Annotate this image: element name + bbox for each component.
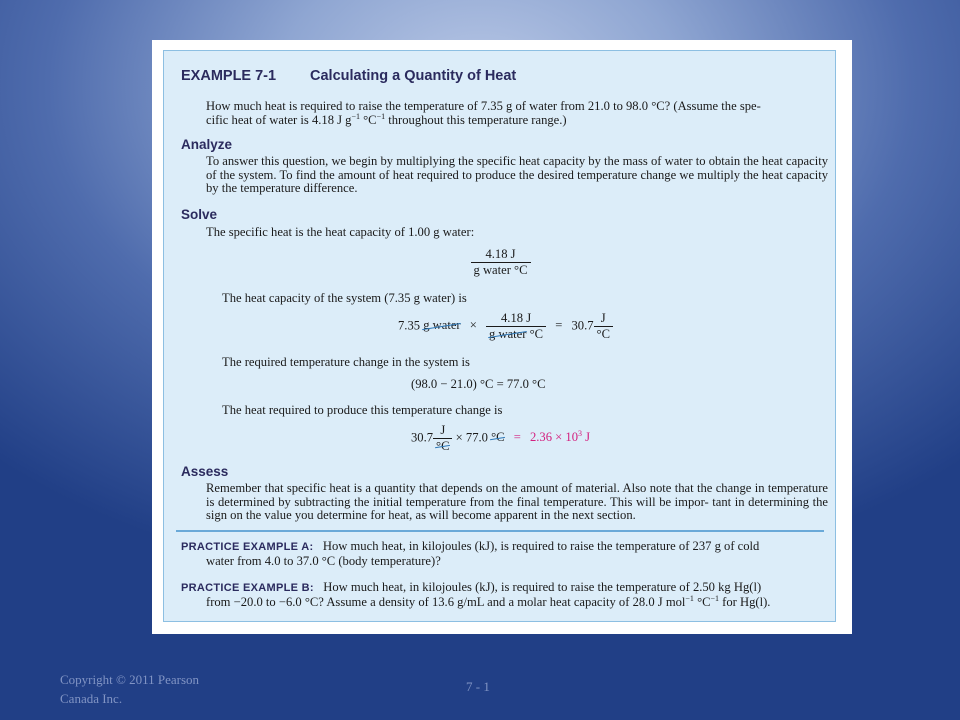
copyright-footer: Copyright © 2011 Pearson Canada Inc. bbox=[60, 672, 200, 706]
assess-heading: Assess bbox=[181, 464, 229, 479]
practice-example-b: PRACTICE EXAMPLE B: How much heat, in kilojoules (kJ), is required to raise the temperature of 2.50 kg Hg(l) from −20.0 to −6.0 °C? Assume a density of 13.6 g/mL and a molar heat capacity of 28.0 J mol$^{-1}$ $^\circ C^{-1}$ for Hg(l). bbox=[181, 580, 771, 609]
heat-capacity-equation: 7.35 g water × $\frac{4.18 J}{\text{g water °C}}$ = 30.7 $\frac{J}{^\circ C}$ bbox=[398, 311, 613, 342]
temperature-change-equation: (98.0 − 21.0) °C = 77.0 °C bbox=[411, 377, 546, 391]
analyze-text: To answer this question, we begin by multiplying the specific heat capacity by the mass of water to obtain the heat capacity of the system. To find the amount of heat required to produce the desired temperature change we multiply the heat capacity by the temperature difference. bbox=[206, 154, 828, 195]
solve-line-1: The specific heat is the heat capacity of 1.00 g water: bbox=[206, 225, 475, 239]
analyze-heading: Analyze bbox=[181, 137, 233, 152]
assess-text: Remember that specific heat is a quantity that depends on the amount of material. Also note that the change in temperature is determined by subtracting the initial temperature from the final temperature. This will be impor- tant in determining the sign on the value you determine for heat, as will become apparent in the next section. bbox=[206, 481, 828, 522]
specific-heat-fraction: $\frac{4.18 J}{\text{g water °C}}$ bbox=[164, 247, 837, 278]
final-answer: $2.36 \times 10^3$ J bbox=[529, 429, 591, 445]
heat-result-equation: 30.7 $\frac{J}{^\circ C}$ × 77.0 $^\circ C = 2.36 \times 10^3$ J bbox=[411, 423, 591, 453]
divider-rule bbox=[176, 530, 824, 532]
slide-number: 7 - 1 bbox=[466, 679, 490, 694]
example-number: EXAMPLE 7-1 bbox=[181, 68, 277, 84]
example-box bbox=[163, 50, 836, 622]
question-text: How much heat is required to raise the temperature of 7.35 g of water from 21.0 to 98.0 °C? (Assume the spe- cific heat of water is 4.18 J $g^{-1}$ $^\circ C^{-1}$ throughout this temperature range.) bbox=[206, 99, 761, 127]
slide-content-frame bbox=[152, 40, 852, 634]
practice-example-a: PRACTICE EXAMPLE A: How much heat, in kilojoules (kJ), is required to raise the temperature of 237 g of cold water from 4.0 to 37.0 °C (body temperature)? bbox=[181, 539, 760, 568]
solve-heading: Solve bbox=[181, 207, 218, 222]
solve-line-2: The heat capacity of the system (7.35 g water) is bbox=[222, 291, 467, 305]
example-title: Calculating a Quantity of Heat bbox=[310, 68, 517, 84]
solve-line-4: The heat required to produce this temperature change is bbox=[222, 403, 503, 417]
solve-line-3: The required temperature change in the system is bbox=[222, 355, 470, 369]
